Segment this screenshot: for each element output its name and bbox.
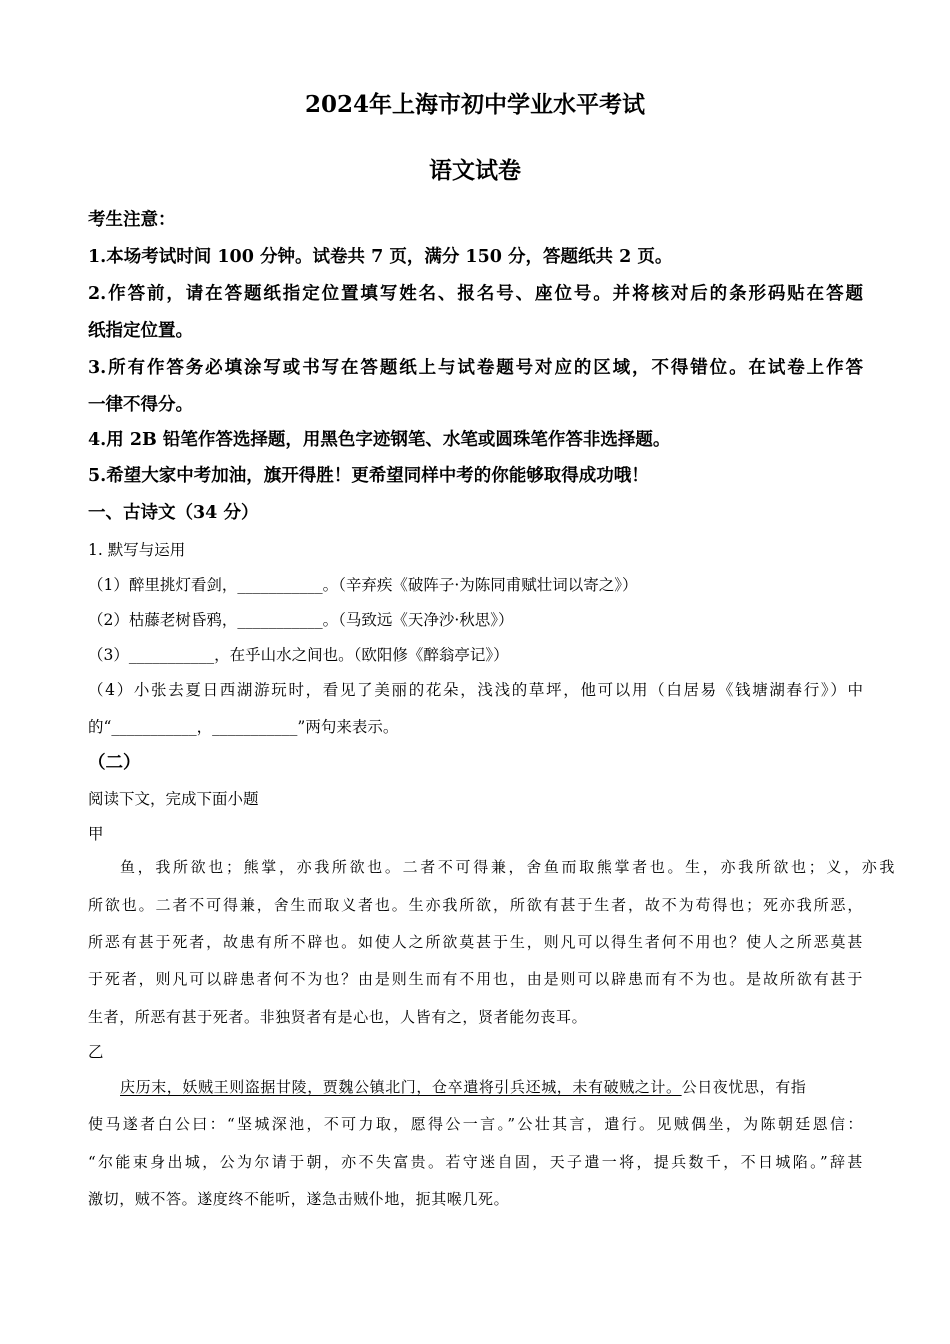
notice-line: 3.所有作答务必填涂写或书写在答题纸上与试卷题号对应的区域，不得错位。在试卷上作答 bbox=[88, 358, 863, 378]
notice-line: 2.作答前，请在答题纸指定位置填写姓名、报名号、座位号。并将核对后的条形码贴在答题 bbox=[88, 284, 863, 304]
notice-line: 5.希望大家中考加油，旗开得胜！更希望同样中考的你能够取得成功哦！ bbox=[88, 466, 649, 486]
passage-yi-first-line bbox=[88, 1075, 895, 1099]
question-item: （2）枯藤老树昏鸦，___________。（马致远《天净沙·秋思》） bbox=[88, 611, 514, 629]
passage-jia-line: 所欲也。二者不可得兼，舍生而取义者也。生亦我所欲，所欲有甚于生者，故不为苟得也；死亦我所恶， bbox=[88, 896, 863, 914]
notice-line: 纸指定位置。 bbox=[88, 321, 193, 341]
question-title: 1. 默写与运用 bbox=[88, 541, 186, 559]
section-heading: 一、古诗文（34 分） bbox=[88, 503, 259, 523]
question-item: （3）___________，在乎山水之间也。（欧阳修《醉翁亭记》） bbox=[88, 646, 509, 664]
passage-yi-line: “尔能束身出城，公为尔请于朝，亦不失富贵。若守迷自固，天子遣一将，提兵数千，不日城陷。”辞甚 bbox=[88, 1153, 863, 1171]
underlined-sentence: 庆历末，妖贼王则盗据甘陵，贾魏公镇北门，仓卒遣将引兵还城，未有破贼之计。 bbox=[120, 1078, 682, 1096]
notice-line: 1.本场考试时间 100 分钟。试卷共 7 页，满分 150 分，答题纸共 2 页。 bbox=[88, 247, 673, 267]
notice-line: 4.用 2B 铅笔作答选择题，用黑色字迹钢笔、水笔或圆珠笔作答非选择题。 bbox=[88, 430, 671, 450]
question-item: （1）醉里挑灯看剑，___________。（辛弃疾《破阵子·为陈同甫赋壮词以寄之》） bbox=[88, 576, 638, 594]
passage-jia-line: 于死者，则凡可以辟患者何不为也？由是则生而有不用也，由是则可以辟患而有不为也。是故所欲有甚于 bbox=[88, 970, 863, 988]
reading-instruction: 阅读下文，完成下面小题 bbox=[88, 790, 259, 808]
question-item: 的“___________，___________”两句来表示。 bbox=[88, 718, 399, 736]
passage-jia-line: 所恶有甚于死者，故患有所不辟也。如使人之所欲莫甚于生，则凡可以得生者何不用也？使人之所恶莫甚 bbox=[88, 933, 863, 951]
passage-yi-line: 使马遂者白公曰：“坚城深池，不可力取，愿得公一言。”公壮其言，遣行。见贼偶坐，为陈朝廷恩信： bbox=[88, 1115, 863, 1133]
exam-subtitle: 语文试卷 bbox=[429, 157, 521, 184]
notice-heading: 考生注意： bbox=[88, 210, 176, 230]
passage-yi-line: 激切，贼不答。遂度终不能听，遂急击贼仆地，扼其喉几死。 bbox=[88, 1190, 510, 1208]
passage-label-yi: 乙 bbox=[88, 1043, 104, 1061]
passage-jia-line: 生者，所恶有甚于死者。非独贤者有是心也，人皆有之，贤者能勿丧耳。 bbox=[88, 1008, 588, 1026]
passage-label-jia: 甲 bbox=[88, 825, 104, 843]
section-heading: （二） bbox=[88, 753, 141, 773]
notice-line: 一律不得分。 bbox=[88, 395, 193, 415]
question-item: （4）小张去夏日西湖游玩时，看见了美丽的花朵，浅浅的草坪，他可以用（白居易《钱塘湖春行》）中 bbox=[88, 681, 863, 699]
exam-title: 2024年上海市初中学业水平考试 bbox=[304, 91, 645, 118]
passage-jia-line: 鱼，我所欲也；熊掌，亦我所欲也。二者不可得兼，舍鱼而取熊掌者也。生，亦我所欲也；义，亦我 bbox=[120, 858, 895, 876]
passage-yi-text: 公日夜忧思，有指 bbox=[681, 1078, 807, 1096]
